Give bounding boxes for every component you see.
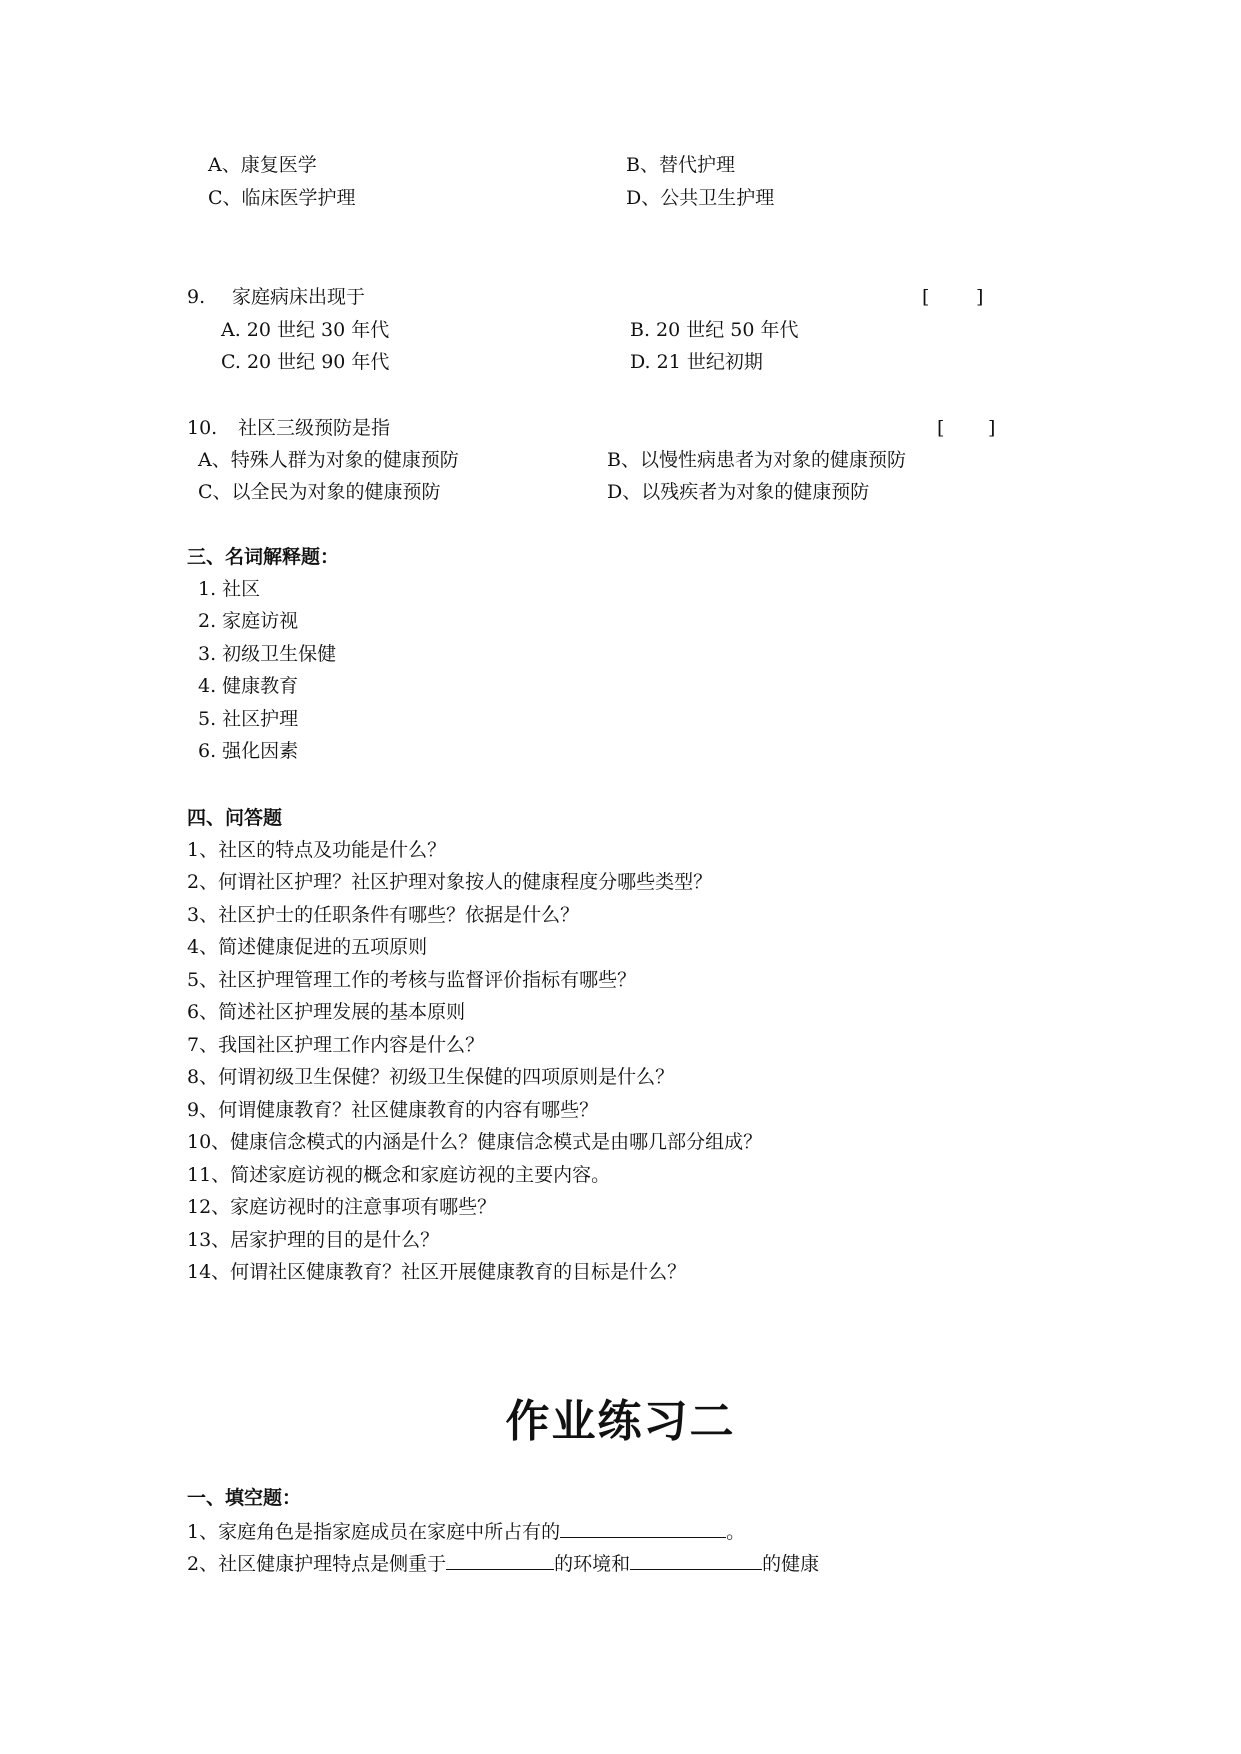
section3-item: 4. 健康教育 <box>198 675 299 697</box>
section4-item: 9、何谓健康教育？社区健康教育的内容有哪些？ <box>187 1099 599 1121</box>
section4-item: 5、社区护理管理工作的考核与监督评价指标有哪些？ <box>187 969 637 991</box>
q10-number: 10. <box>187 417 218 439</box>
section3-item: 3. 初级卫生保健 <box>198 643 337 665</box>
fill1-prefix: 1、家庭角色是指家庭成员在家庭中所占有的 <box>187 1521 561 1543</box>
q8-option-d: D、公共卫生护理 <box>626 187 775 209</box>
exercise2-section1-heading: 一、填空题： <box>187 1487 302 1509</box>
q10-bracket-open: [ <box>937 417 945 439</box>
q9-option-a: A. 20 世纪 30 年代 <box>221 319 390 341</box>
fill-in-question-2 <box>187 1551 819 1576</box>
answer-blank[interactable] <box>630 1551 762 1570</box>
section3-item: 5. 社区护理 <box>198 708 299 730</box>
q8-option-a: A、康复医学 <box>208 154 317 176</box>
section4-item: 4、简述健康促进的五项原则 <box>187 936 428 958</box>
q9-option-b: B. 20 世纪 50 年代 <box>630 319 799 341</box>
q9-bracket-close: ] <box>976 286 984 308</box>
fill1-suffix: 。 <box>726 1521 746 1543</box>
section3-item: 1. 社区 <box>198 578 261 600</box>
answer-blank[interactable] <box>446 1551 554 1570</box>
q10-option-a: A、特殊人群为对象的健康预防 <box>198 449 459 471</box>
q9-stem: 家庭病床出现于 <box>232 286 366 308</box>
section4-item: 11、简述家庭访视的概念和家庭访视的主要内容。 <box>187 1164 611 1186</box>
section4-item: 1、社区的特点及功能是什么？ <box>187 839 447 861</box>
q10-bracket-close: ] <box>988 417 996 439</box>
fill-in-question-1 <box>187 1519 745 1544</box>
section4-item: 14、何谓社区健康教育？社区开展健康教育的目标是什么？ <box>187 1261 687 1283</box>
fill2-middle: 的环境和 <box>554 1553 631 1575</box>
q9-number: 9. <box>187 286 206 308</box>
fill2-prefix: 2、社区健康护理特点是侧重于 <box>187 1553 447 1575</box>
section4-item: 7、我国社区护理工作内容是什么？ <box>187 1034 485 1056</box>
q10-option-d: D、以残疾者为对象的健康预防 <box>607 481 870 503</box>
q10-stem: 社区三级预防是指 <box>238 417 391 439</box>
section4-item: 13、居家护理的目的是什么？ <box>187 1229 440 1251</box>
section4-item: 2、何谓社区护理？社区护理对象按人的健康程度分哪些类型？ <box>187 871 713 893</box>
section3-item: 2. 家庭访视 <box>198 610 299 632</box>
section4-item: 6、简述社区护理发展的基本原则 <box>187 1001 466 1023</box>
fill2-suffix: 的健康 <box>762 1553 820 1575</box>
q8-option-c: C、临床医学护理 <box>208 187 356 209</box>
section4-item: 3、社区护士的任职条件有哪些？依据是什么？ <box>187 904 580 926</box>
q10-option-b: B、以慢性病患者为对象的健康预防 <box>607 449 906 471</box>
answer-blank[interactable] <box>560 1519 726 1538</box>
section3-item: 6. 强化因素 <box>198 740 299 762</box>
q10-option-c: C、以全民为对象的健康预防 <box>198 481 441 503</box>
section4-item: 10、健康信念模式的内涵是什么？健康信念模式是由哪几部分组成？ <box>187 1131 763 1153</box>
q8-option-b: B、替代护理 <box>626 154 735 176</box>
page-title: 作业练习二 <box>505 1396 736 1447</box>
section4-item: 8、何谓初级卫生保健？初级卫生保健的四项原则是什么？ <box>187 1066 675 1088</box>
section3-heading: 三、名词解释题： <box>187 546 340 568</box>
section4-heading: 四、问答题 <box>187 807 283 829</box>
q9-bracket-open: [ <box>922 286 930 308</box>
q9-option-c: C. 20 世纪 90 年代 <box>221 351 390 373</box>
q9-option-d: D. 21 世纪初期 <box>630 351 763 373</box>
section4-item: 12、家庭访视时的注意事项有哪些？ <box>187 1196 497 1218</box>
